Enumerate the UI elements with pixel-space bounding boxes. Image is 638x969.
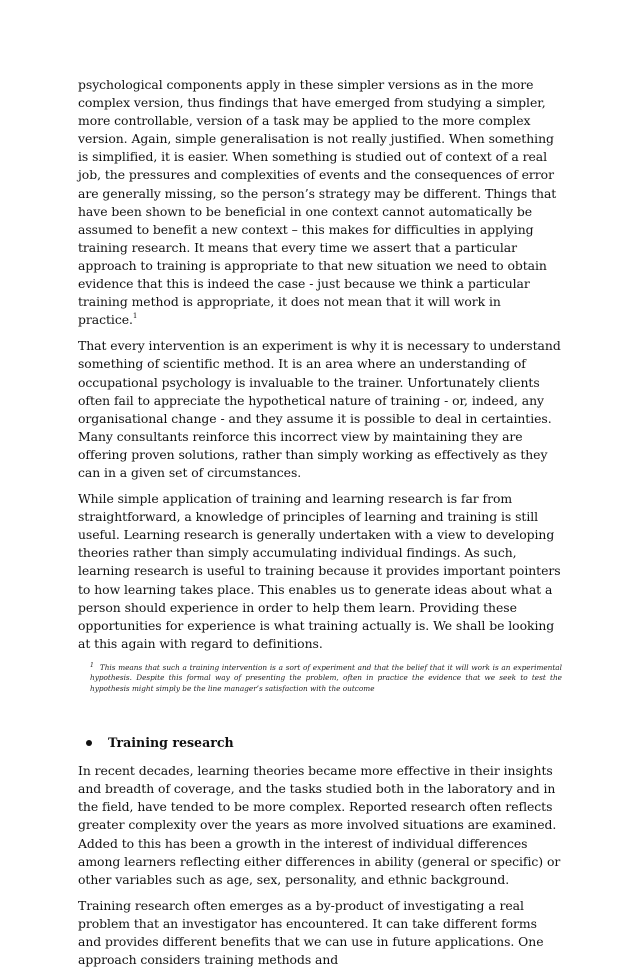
footnote-text: This means that such a training intervention is a sort of experiment and that the belief that it will work is an experimental hypothesis. Despite this formal way of presenting the problem, often in practice the evidence that we seek to test the hypothesis might simply be the line manager’s satisfaction with the outcome	[90, 662, 562, 693]
footnote-number: 1	[90, 661, 94, 669]
section-heading-text: Training research	[108, 735, 234, 751]
body-paragraph-5: Training research often emerges as a by-product of investigating a real problem that an investigator has encountered. It can take different forms and provides different benefits that we can use in future applications. One approach considers training methods and	[78, 897, 544, 968]
body-paragraph-2: That every intervention is an experiment is why it is necessary to understand something of scientific method. It is an area where an understanding of occupational psychology is invaluable to the trainer. Unfortunately clients often fail to appreciate the hypothetical nature of training - or, indeed, any organisational change - and they assume it is possible to deal in certainties. Many consultants reinforce this incorrect view by maintaining they are offering proven solutions, rather than simply working as effectively as they can in a given set of circumstances.	[78, 338, 561, 480]
body-paragraph-1	[78, 76, 562, 329]
footnote-reference[interactable]: 1	[132, 312, 138, 321]
section-heading	[86, 734, 562, 752]
paragraph-text: psychological components apply in these simpler versions as in the more complex version, thus findings that have emerged from studying a simpler, more controllable, version of a task may be applied to the more complex version. Again, simple generalisation is not really justified. When something is simplified, it is easier. When something is studied out of context of a real job, the pressures and complexities of events and the consequences of error are generally missing, so the person’s strategy may be different. Things that have been shown to be beneficial in one context cannot automatically be assumed to benefit a new context – this makes for difficulties in applying training research. It means that every time we assert that a particular approach to training is appropriate to that new situation we need to obtain evidence that this is indeed the case - just because we think a particular training method is appropriate, it does not mean that it will work in practice.	[78, 77, 557, 328]
bullet-icon	[86, 740, 92, 746]
body-paragraph-3: While simple application of training and learning research is far from straightforward, a knowledge of principles of learning and training is still useful. Learning research is generally undertaken with a view to developing theories rather than simply accumulating individual findings. As such, learning research is useful to training because it provides important pointers to how learning takes place. This enables us to generate ideas about what a person should experience in order to help them learn. Providing these opportunities for experience is what training actually is. We shall be looking at this again with regard to definitions.	[78, 491, 561, 651]
body-paragraph-4: In recent decades, learning theories became more effective in their insights and breadth of coverage, and the tasks studied both in the laboratory and in the field, have tended to be more complex. Reported research often reflects greater complexity over the years as more involved situations are examined. Added to this has been a growth in the interest of individual differences among learners reflecting either differences in ability (general or specific) or other variables such as age, sex, personality, and ethnic background.	[78, 763, 561, 887]
footnote	[90, 661, 562, 694]
